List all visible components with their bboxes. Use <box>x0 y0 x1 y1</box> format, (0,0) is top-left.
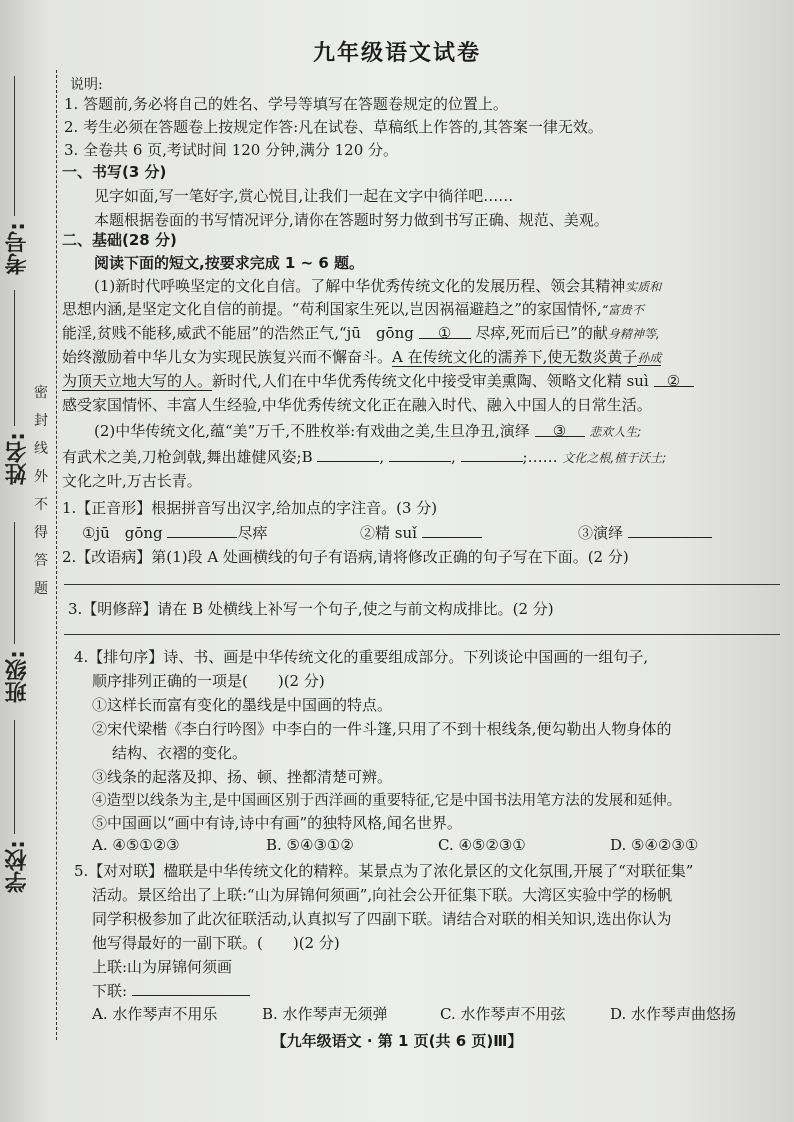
seal-char: 外 <box>34 469 48 485</box>
passage-text: 能淫,贫贱不能移,威武不能屈”的浩然正气,“jū gōng <box>62 324 414 342</box>
handwritten-note: 悲欢人生; <box>589 425 642 439</box>
q4-sentence: ⑤中国画以“画中有诗,诗中有画”的独特风格,闻名世界。 <box>92 814 462 832</box>
passage-line: 文化之叶,万古长青。 <box>62 472 202 490</box>
q4-option-c[interactable]: C. ④⑤②③① <box>438 836 526 854</box>
class-label: 班级: <box>5 650 30 703</box>
exam-number-label: 考号: <box>5 222 30 275</box>
handwritten-note: 身精神等, <box>607 327 660 341</box>
blank-b2[interactable] <box>389 447 451 462</box>
section1-paragraph: 本题根据卷面的书写情况评分,请你在答题时努力做到书写正确、规范、美观。 <box>94 211 609 229</box>
question-5-cont: 他写得最好的一副下联。( )(2 分) <box>92 934 340 952</box>
upper-couplet: 上联:山为屏锦何须画 <box>92 958 233 976</box>
passage-text: 始终激励着中华儿女为实现民族复兴而不懈奋斗。 <box>62 348 393 366</box>
q5-option-a[interactable]: A. 水作琴声不用乐 <box>92 1005 218 1023</box>
q4-option-a[interactable]: A. ④⑤①②③ <box>92 836 180 854</box>
q1-answer-blank[interactable] <box>422 523 482 538</box>
question-1: 1.【正音形】根据拼音写出汉字,给加点的字注音。(3 分) <box>62 499 438 517</box>
blank-b1[interactable] <box>317 447 379 462</box>
sentence-a-underlined: A 在传统文化的濡养下,使无数炎黄子 <box>392 348 638 366</box>
blank-3 <box>535 422 585 440</box>
lower-couplet-label: 下联: <box>92 982 128 1000</box>
lower-couplet <box>92 980 250 1001</box>
class-rule <box>14 522 15 644</box>
q3-answer-line[interactable] <box>64 634 780 635</box>
passage-text: ;…… <box>522 448 558 466</box>
question-3: 3.【明修辞】请在 B 处横线上补写一个句子,使之与前文构成排比。(2 分) <box>68 600 554 618</box>
page-footer: 【九年级语文 · 第 1 页(共 6 页)Ⅲ】 <box>271 1032 523 1050</box>
passage-line <box>62 298 644 319</box>
question-5-cont: 同学积极参加了此次征联活动,认真拟写了四副下联。请结合对联的相关知识,选出你认为 <box>92 910 672 928</box>
q5-option-b[interactable]: B. 水作琴声无须弹 <box>262 1005 388 1023</box>
passage-text: 有武术之美,刀枪剑戟,舞出雄健风姿;B <box>62 448 313 466</box>
handwritten-note: 实质和 <box>625 280 662 294</box>
sentence-a-underlined: 为顶天立地大写的人。 <box>62 372 213 390</box>
passage-line <box>94 420 641 441</box>
school-label: 学校: <box>5 840 30 893</box>
q1-option-2 <box>360 522 482 543</box>
binding-dashed-line <box>56 70 57 1040</box>
q1-option-3 <box>578 522 712 543</box>
exam-number-rule <box>14 76 15 216</box>
q1-word: 尽瘁 <box>237 524 268 542</box>
q4-option-d[interactable]: D. ⑤④②③① <box>610 836 699 854</box>
q4-sentence-cont: 结构、衣褶的变化。 <box>112 744 248 762</box>
seal-char: 得 <box>34 525 48 541</box>
question-4: 4.【排句序】诗、书、画是中华传统文化的重要组成部分。下列谈论中国画的一组句子, <box>74 648 649 666</box>
blank-1 <box>419 324 471 342</box>
page-title: 九年级语文试卷 <box>312 41 481 66</box>
blank-b3[interactable] <box>461 447 523 462</box>
passage-line: 感受家国情怀、丰富人生经验,中华优秀传统文化正在融入时代、融入中国人的日常生活。 <box>62 396 652 414</box>
q4-sentence: ③线条的起落及抑、扬、顿、挫都清楚可辨。 <box>92 768 393 786</box>
passage-line <box>62 446 666 467</box>
seal-char: 线 <box>34 441 48 457</box>
comma: , <box>379 448 385 466</box>
blank-2 <box>654 372 694 390</box>
q1-option-1 <box>82 522 267 543</box>
q4-sentence: ②宋代梁楷《李白行吟图》中李白的一件斗篷,只用了不到十根线条,便勾勒出人物身体的 <box>92 720 672 738</box>
passage-text: 思想内涵,是坚定文化自信的前提。“苟利国家生死以,岂因祸福避趋之”的家国情怀, <box>62 300 602 318</box>
passage-line <box>62 370 694 391</box>
section1-heading: 一、书写(3 分) <box>62 163 167 181</box>
seal-char: 不 <box>34 497 48 513</box>
blank-marker: ③ <box>552 422 567 440</box>
passage-text: (1)新时代呼唤坚定的文化自信。了解中华优秀传统文化的发展历程、领会其精神 <box>94 277 626 295</box>
q2-answer-line[interactable] <box>64 584 780 585</box>
handwritten-note: 孙成 <box>637 351 662 365</box>
instruction-item: 1. 答题前,务必将自己的姓名、学号等填写在答题卷规定的位置上。 <box>64 95 508 113</box>
passage-line <box>62 322 660 343</box>
blank-marker: ② <box>666 372 681 390</box>
section2-heading: 二、基础(28 分) <box>62 231 177 249</box>
passage-text: (2)中华传统文化,蕴“美”万千,不胜枚举:有戏曲之美,生旦净丑,演绎 <box>94 422 530 440</box>
seal-char: 密 <box>34 385 48 401</box>
q4-sentence: ④造型以线条为主,是中国画区别于西洋画的重要特征,它是中国书法用笔方法的发展和延伸。 <box>92 793 682 809</box>
q5-option-d[interactable]: D. 水作琴声曲悠扬 <box>610 1005 737 1023</box>
question-4-cont: 顺序排列正确的一项是( )(2 分) <box>92 672 325 690</box>
q1-answer-blank[interactable] <box>167 523 237 538</box>
q5-option-c[interactable]: C. 水作琴声不用弦 <box>440 1005 566 1023</box>
question-5: 5.【对对联】楹联是中华传统文化的精粹。某景点为了浓化景区的文化氛围,开展了“对联征集” <box>74 862 694 880</box>
reading-instruction: 阅读下面的短文,按要求完成 1 ~ 6 题。 <box>94 254 365 272</box>
seal-char: 答 <box>34 553 48 569</box>
passage-text: 新时代,人们在中华优秀传统文化中接受审美熏陶、领略文化精 suì <box>212 372 649 390</box>
comma: , <box>450 448 456 466</box>
passage-line <box>94 275 661 296</box>
q4-option-b[interactable]: B. ⑤④③①② <box>266 836 354 854</box>
name-rule <box>14 290 15 426</box>
passage-line <box>62 346 661 367</box>
question-5-cont: 活动。景区给出了上联:“山为屏锦何须画”,向社会公开征集下联。大湾区实验中学的杨帆 <box>92 886 673 904</box>
passage-text: 尽瘁,死而后已”的献 <box>475 324 608 342</box>
q1-word: ③演绎 <box>578 524 624 542</box>
instruction-item: 2. 考生必须在答题卷上按规定作答:凡在试卷、草稿纸上作答的,其答案一律无效。 <box>64 118 603 136</box>
handwritten-note: 文化之根,植于沃土; <box>562 451 667 465</box>
handwritten-note: “富贵不 <box>601 303 644 317</box>
instructions-heading: 说明: <box>70 77 103 93</box>
section1-paragraph: 见字如面,写一笔好字,赏心悦目,让我们一起在文字中徜徉吧…… <box>94 187 514 205</box>
seal-char: 题 <box>34 581 48 597</box>
q1-answer-blank[interactable] <box>628 523 712 538</box>
lower-couplet-blank[interactable] <box>132 981 250 996</box>
seal-char: 封 <box>34 413 48 429</box>
question-2: 2.【改语病】第(1)段 A 处画横线的句子有语病,请将修改正确的句子写在下面。(2 分) <box>62 548 629 566</box>
q4-sentence: ①这样长而富有变化的墨线是中国画的特点。 <box>92 696 393 714</box>
school-rule <box>14 720 15 834</box>
name-label: 姓名: <box>5 432 30 485</box>
q1-pinyin: ②精 suǐ <box>360 524 417 542</box>
instruction-item: 3. 全卷共 6 页,考试时间 120 分钟,满分 120 分。 <box>64 141 399 159</box>
q1-pinyin: ①jū gōng <box>82 524 163 542</box>
blank-marker: ① <box>437 324 452 342</box>
